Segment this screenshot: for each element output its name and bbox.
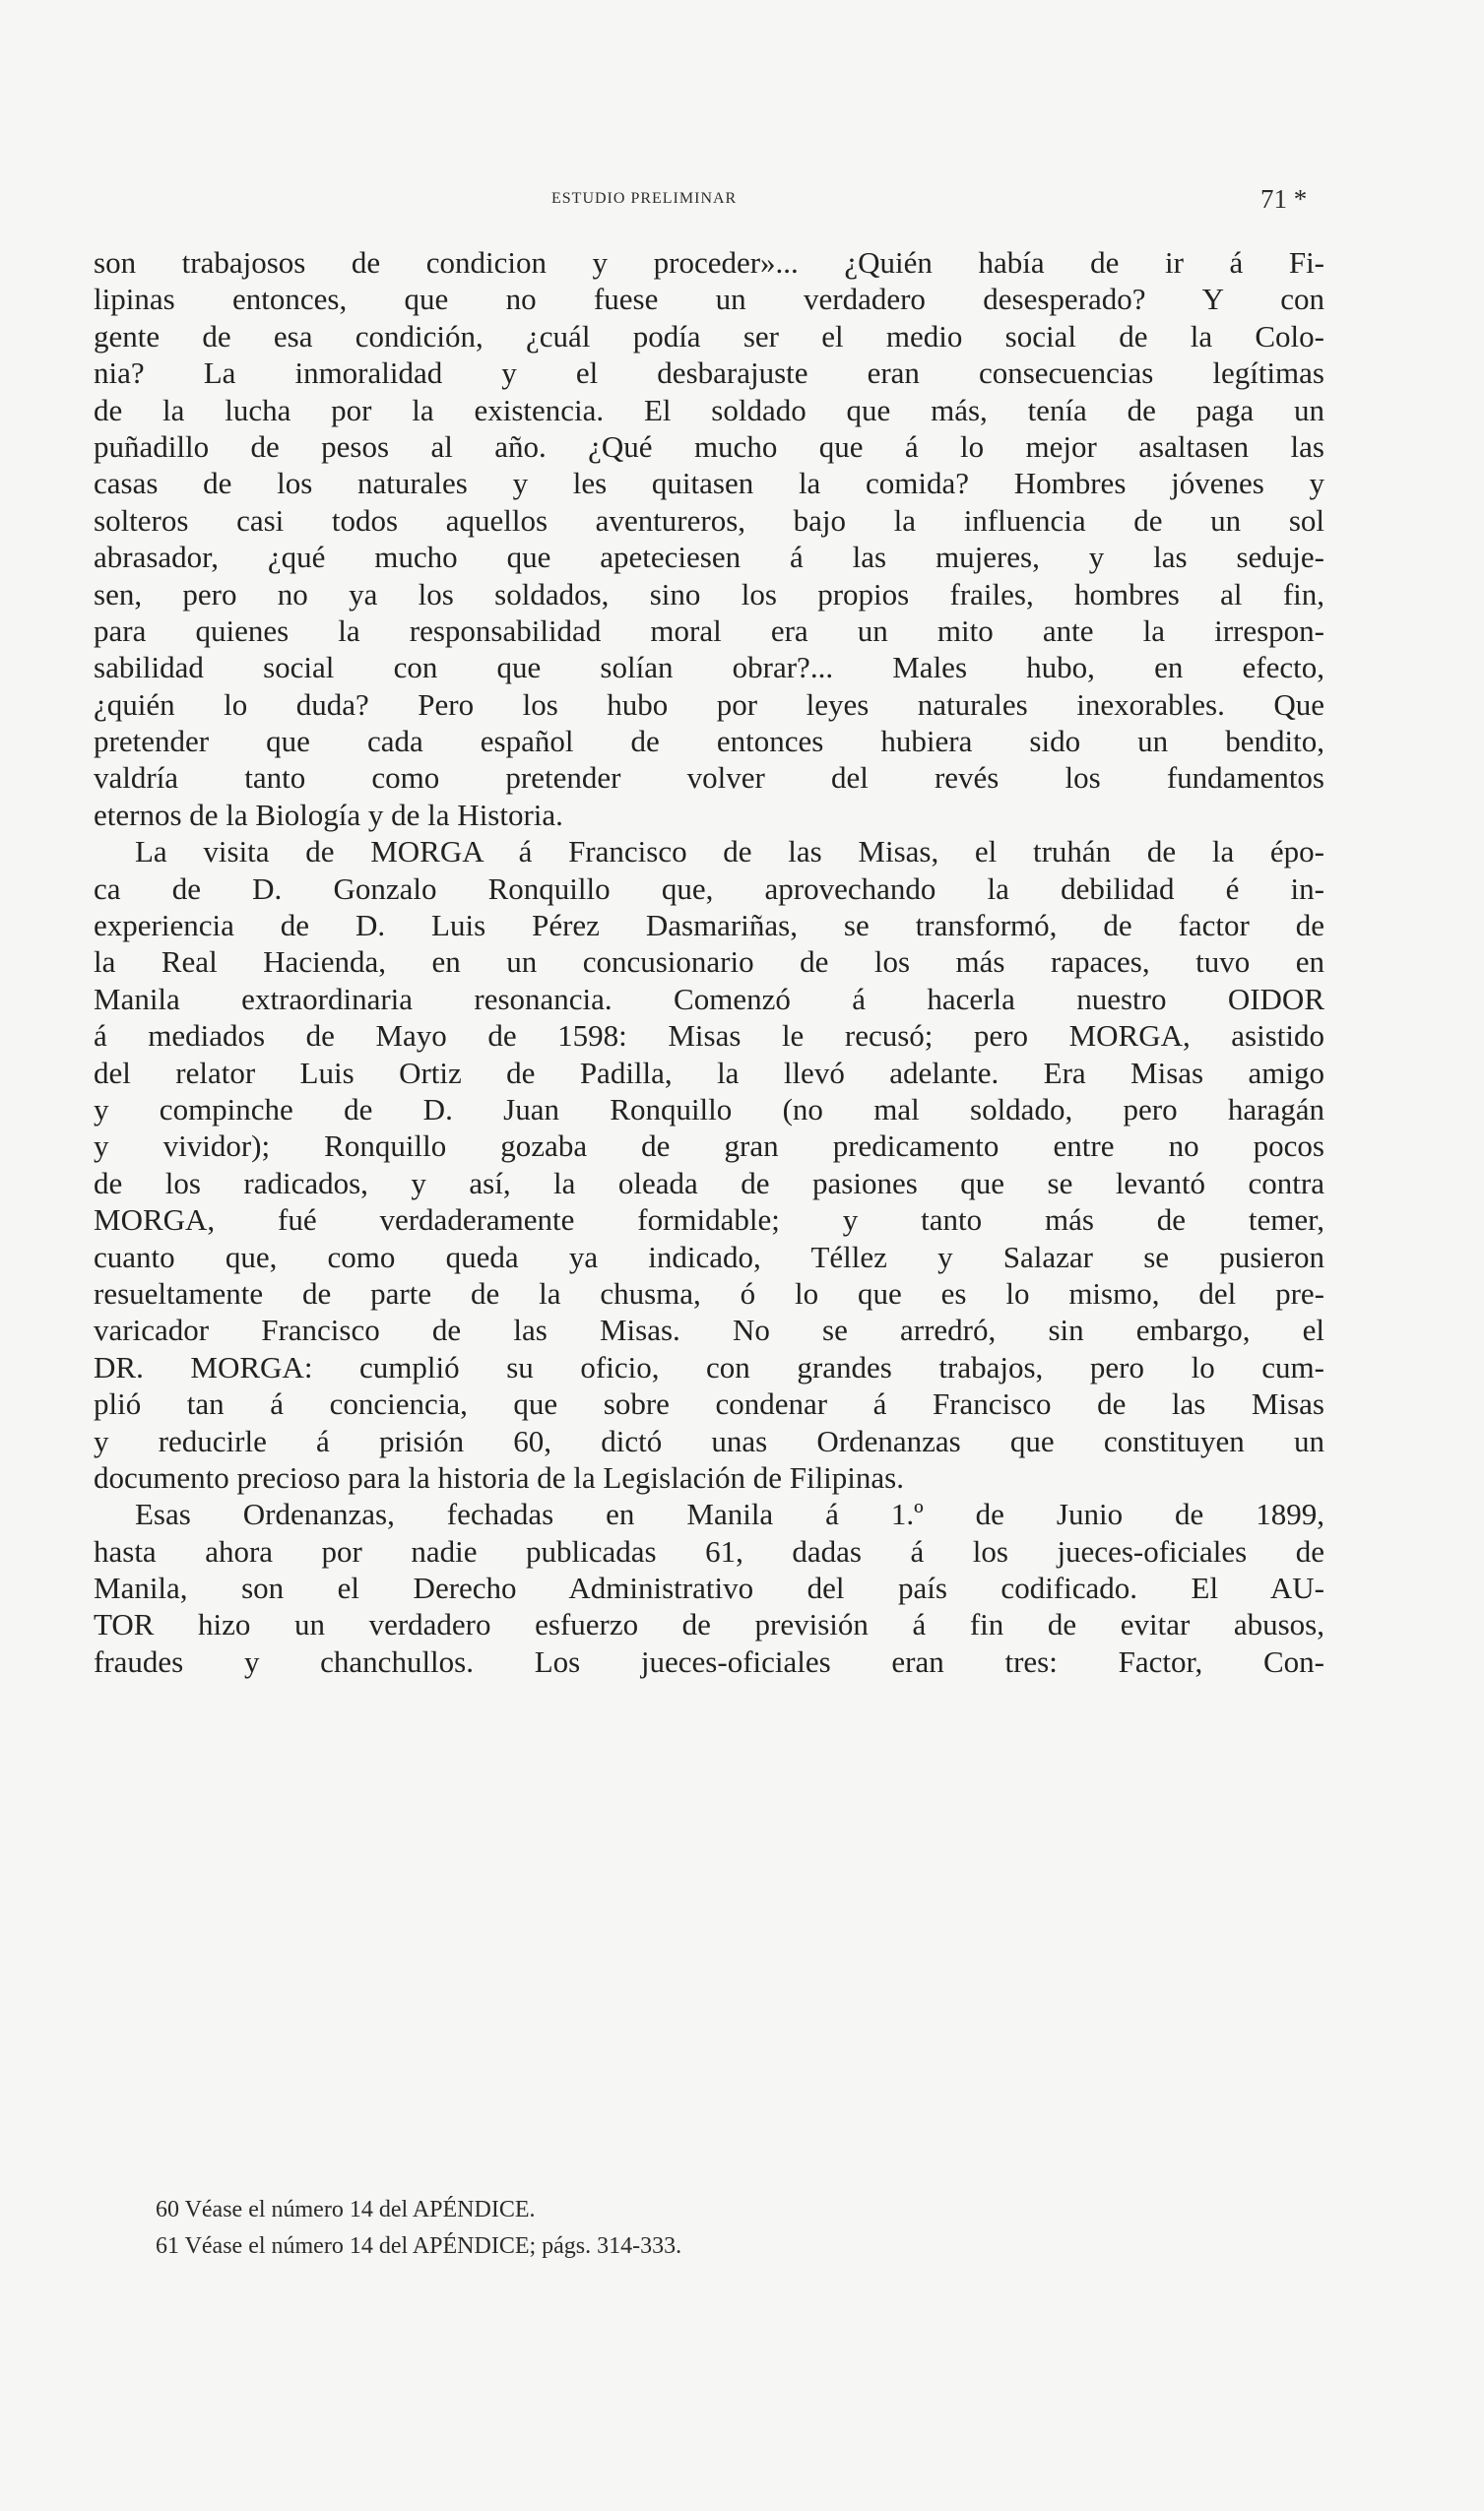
- footnotes: [156, 2192, 1288, 2265]
- text-line: gente de esa condición, ¿cuál podía ser el medio social de la Colo-: [94, 318, 1324, 354]
- text-line: ca de D. Gonzalo Ronquillo que, aprovechando la debilidad é in-: [94, 870, 1324, 906]
- text-line: TOR hizo un verdadero esfuerzo de previsión á fin de evitar abusos,: [94, 1607, 1324, 1642]
- text-line: y reducirle á prisión 60, dictó unas Ordenanzas que constituyen un: [94, 1423, 1324, 1458]
- text-line: la Real Hacienda, en un concusionario de los más rapaces, tuvo en: [94, 944, 1324, 980]
- text-line: eternos de la Biología y de la Historia.: [94, 797, 563, 832]
- text-line: experiencia de D. Luis Pérez Dasmariñas, se transformó, de factor de: [94, 908, 1324, 943]
- text-line: son trabajosos de condicion y proceder»... ¿Quién había de ir á Fi-: [94, 245, 1324, 280]
- text-line: puñadillo de pesos al año. ¿Qué mucho que á lo mejor asaltasen las: [94, 428, 1324, 464]
- text-line: á mediados de Mayo de 1598: Misas le recusó; pero MORGA, asistido: [94, 1018, 1324, 1054]
- text-line: fraudes y chanchullos. Los jueces-oficiales eran tres: Factor, Con-: [94, 1643, 1324, 1679]
- text-line: solteros casi todos aquellos aventureros, bajo la influencia de un sol: [94, 502, 1324, 538]
- text-line: hasta ahora por nadie publicadas 61, dadas á los jueces-oficiales de: [94, 1533, 1324, 1569]
- text-line: y vividor); Ronquillo gozaba de gran predicamento entre no pocos: [94, 1128, 1324, 1164]
- text-line: de la lucha por la existencia. El soldado que más, tenía de paga un: [94, 392, 1324, 427]
- text-line: DR. MORGA: cumplió su oficio, con grandes trabajos, pero lo cum-: [94, 1349, 1324, 1384]
- footnote-61: 61 Véase el número 14 del APÉNDICE; págs. 314-333.: [156, 2233, 682, 2259]
- text-line: valdría tanto como pretender volver del revés los fundamentos: [94, 760, 1324, 796]
- text-line: para quienes la responsabilidad moral era un mito ante la irrespon-: [94, 612, 1324, 648]
- text-line: MORGA, fué verdaderamente formidable; y tanto más de temer,: [94, 1202, 1324, 1238]
- text-line: cuanto que, como queda ya indicado, Téllez y Salazar se pusieron: [94, 1239, 1324, 1274]
- text-line: La visita de MORGA á Francisco de las Misas, el truhán de la épo-: [135, 834, 1324, 869]
- text-line: plió tan á conciencia, que sobre condenar á Francisco de las Misas: [94, 1386, 1324, 1422]
- text-line: sen, pero no ya los soldados, sino los propios frailes, hombres al fin,: [94, 576, 1324, 612]
- main-text: [94, 244, 1324, 1680]
- text-line: varicador Francisco de las Misas. No se arredró, sin embargo, el: [94, 1313, 1324, 1348]
- text-line: sabilidad social con que solían obrar?... Males hubo, en efecto,: [94, 650, 1324, 685]
- text-line: resueltamente de parte de la chusma, ó lo que es lo mismo, del pre-: [94, 1275, 1324, 1311]
- page-number: 71 *: [1260, 184, 1308, 214]
- text-line: Manila extraordinaria resonancia. Comenzó á hacerla nuestro OIDOR: [94, 981, 1324, 1016]
- text-line: ¿quién lo duda? Pero los hubo por leyes naturales inexorables. Que: [94, 686, 1324, 722]
- text-line: documento precioso para la historia de la Legislación de Filipinas.: [94, 1459, 904, 1495]
- footnote-60: 60 Véase el número 14 del APÉNDICE.: [156, 2197, 536, 2222]
- text-line: abrasador, ¿qué mucho que apeteciesen á las mujeres, y las seduje-: [94, 540, 1324, 575]
- text-line: de los radicados, y así, la oleada de pasiones que se levantó contra: [94, 1165, 1324, 1200]
- text-line: y compinche de D. Juan Ronquillo (no mal soldado, pero haragán: [94, 1091, 1324, 1127]
- text-line: Manila, son el Derecho Administrativo del país codificado. El AU-: [94, 1571, 1324, 1606]
- text-line: del relator Luis Ortiz de Padilla, la llevó adelante. Era Misas amigo: [94, 1055, 1324, 1090]
- text-line: lipinas entonces, que no fuese un verdadero desesperado? Y con: [94, 282, 1324, 317]
- text-line: pretender que cada español de entonces hubiera sido un bendito,: [94, 724, 1324, 759]
- text-line: nia? La inmoralidad y el desbarajuste eran consecuencias legítimas: [94, 355, 1324, 391]
- running-head: ESTUDIO PRELIMINAR: [551, 190, 738, 207]
- text-line: Esas Ordenanzas, fechadas en Manila á 1.º de Junio de 1899,: [135, 1497, 1324, 1532]
- text-line: casas de los naturales y les quitasen la comida? Hombres jóvenes y: [94, 466, 1324, 501]
